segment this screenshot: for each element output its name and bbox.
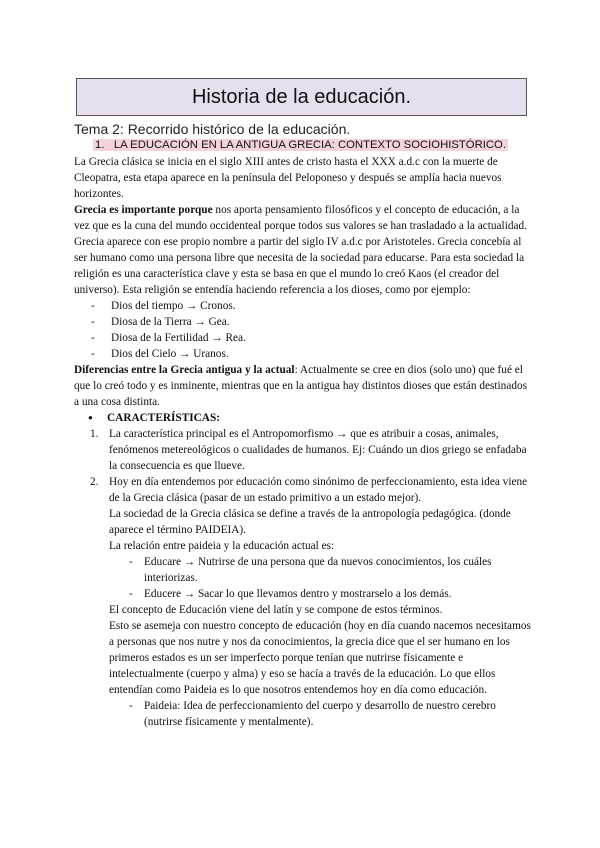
body-text	[74, 154, 534, 730]
paideia-definition: - Paideia: Idea de perfeccionamiento del cuerpo y desarrollo de nuestro cerebro (nutrirse físicamente y mentalmente).	[74, 698, 534, 730]
differences-bold: Diferencias entre la Grecia antigua y la actual	[74, 364, 295, 376]
item2-paragraph-2: La sociedad de la Grecia clásica se define a través de la antropología pedagógica. (donde aparece el término PAIDEIA).	[109, 508, 511, 536]
sub-list-item: - Educere → Sacar lo que llevamos dentro y mostrarselo a los demás.	[74, 586, 534, 602]
item2-paragraph-3: La relación entre paideia y la educación actual es:	[109, 540, 335, 552]
characteristics-heading: ● CARACTERÍSTICAS:	[74, 410, 534, 426]
differences-paragraph	[74, 362, 534, 410]
importance-text: nos aporta pensamiento filosóficos y el concepto de educación, a la vez que es la cuna del mundo occidenteal porque todos sus valores se han trasladado a la actualidad. Grecia aparece con ese propio nombre a partir del siglo IV a.d.c por Aristoteles. Grecia concebía al ser humano como una persona libre que necesita de la sociedad para educarse. Para esta sociedad la religión es una característica clave y esta se basa en que el mundo lo creó Kaos (el creador del universo). Esta religión se entendía haciendo referencia a los dioses, como por ejemplo:	[74, 204, 527, 296]
list-item: - Diosa de la Tierra → Gea.	[74, 314, 534, 330]
title-box	[76, 78, 527, 116]
sub-list-item: - Educare → Nutrirse de una persona que da nuevos conocimientos, los cuáles interiorizas.	[74, 554, 534, 586]
item-text: Hoy en día entendemos por educación como sinónimo de perfeccionamiento, esta idea viene de la Grecia clásica (pasar de un estado primitivo a un estado mejor).	[109, 476, 528, 504]
page-title: Historia de la educación.	[191, 85, 411, 108]
subtitle: Tema 2: Recorrido histórico de la educación.	[74, 121, 351, 137]
numbered-item-2	[74, 474, 534, 506]
differences-text: : Actualmente se cree en dios (solo uno) que fué el que lo creó todo y es inminente, mientras que en la antigua hay distintos dioses que están destinados a una cosa distinta.	[74, 364, 528, 408]
gods-list	[74, 298, 534, 362]
section-heading	[93, 139, 508, 151]
importance-bold: Grecia es importante porque	[74, 204, 213, 216]
item-number: 2.	[90, 476, 99, 488]
section-title: LA EDUCACIÓN EN LA ANTIGUA GRECIA: CONTEXTO SOCIOHISTÓRICO.	[113, 139, 506, 151]
list-item: - Dios del tiempo → Cronos.	[74, 298, 534, 314]
item-number: 1.	[90, 428, 99, 440]
numbered-item-1	[74, 426, 534, 474]
section-heading-highlight	[93, 139, 508, 151]
list-item: - Diosa de la Fertilidad → Rea.	[74, 330, 534, 346]
item2-paragraph-4: El concepto de Educación viene del latín y se compone de estos términos.	[109, 604, 443, 616]
item-text: La característica principal es el Antropomorfismo → que es atribuir a cosas, animales, fenómenos metereológicos o cualidades de humanos. Ej: Cuándo un dios griego se enfadaba la consecuencia es que llueve.	[109, 428, 527, 472]
item2-paragraph-5: Esto se asemeja con nuestro concepto de educación (hoy en día cuando nacemos necesitamos a personas que nos nutre y nos da conocimientos, la grecia dice que el ser humano en los primeros estados es un ser imperfecto porque tenían que nutrirse físicamente e intelectualmente (cuerpo y alma) y eso se hacía a través de la educación. Lo que ellos entendían como Paideia es lo que nosotros entendemos hoy en día como educación.	[109, 620, 531, 696]
importance-paragraph	[74, 202, 534, 298]
intro-paragraph: La Grecia clásica se inicia en el siglo XIII antes de cristo hasta el XXX a.d.c con la muerte de Cleopatra, esta etapa aparece en la península del Peloponeso y después se amplía hacia nuevos horizontes.	[74, 156, 502, 200]
list-item: - Dios del Cielo → Uranos.	[74, 346, 534, 362]
section-number: 1.	[95, 139, 105, 151]
